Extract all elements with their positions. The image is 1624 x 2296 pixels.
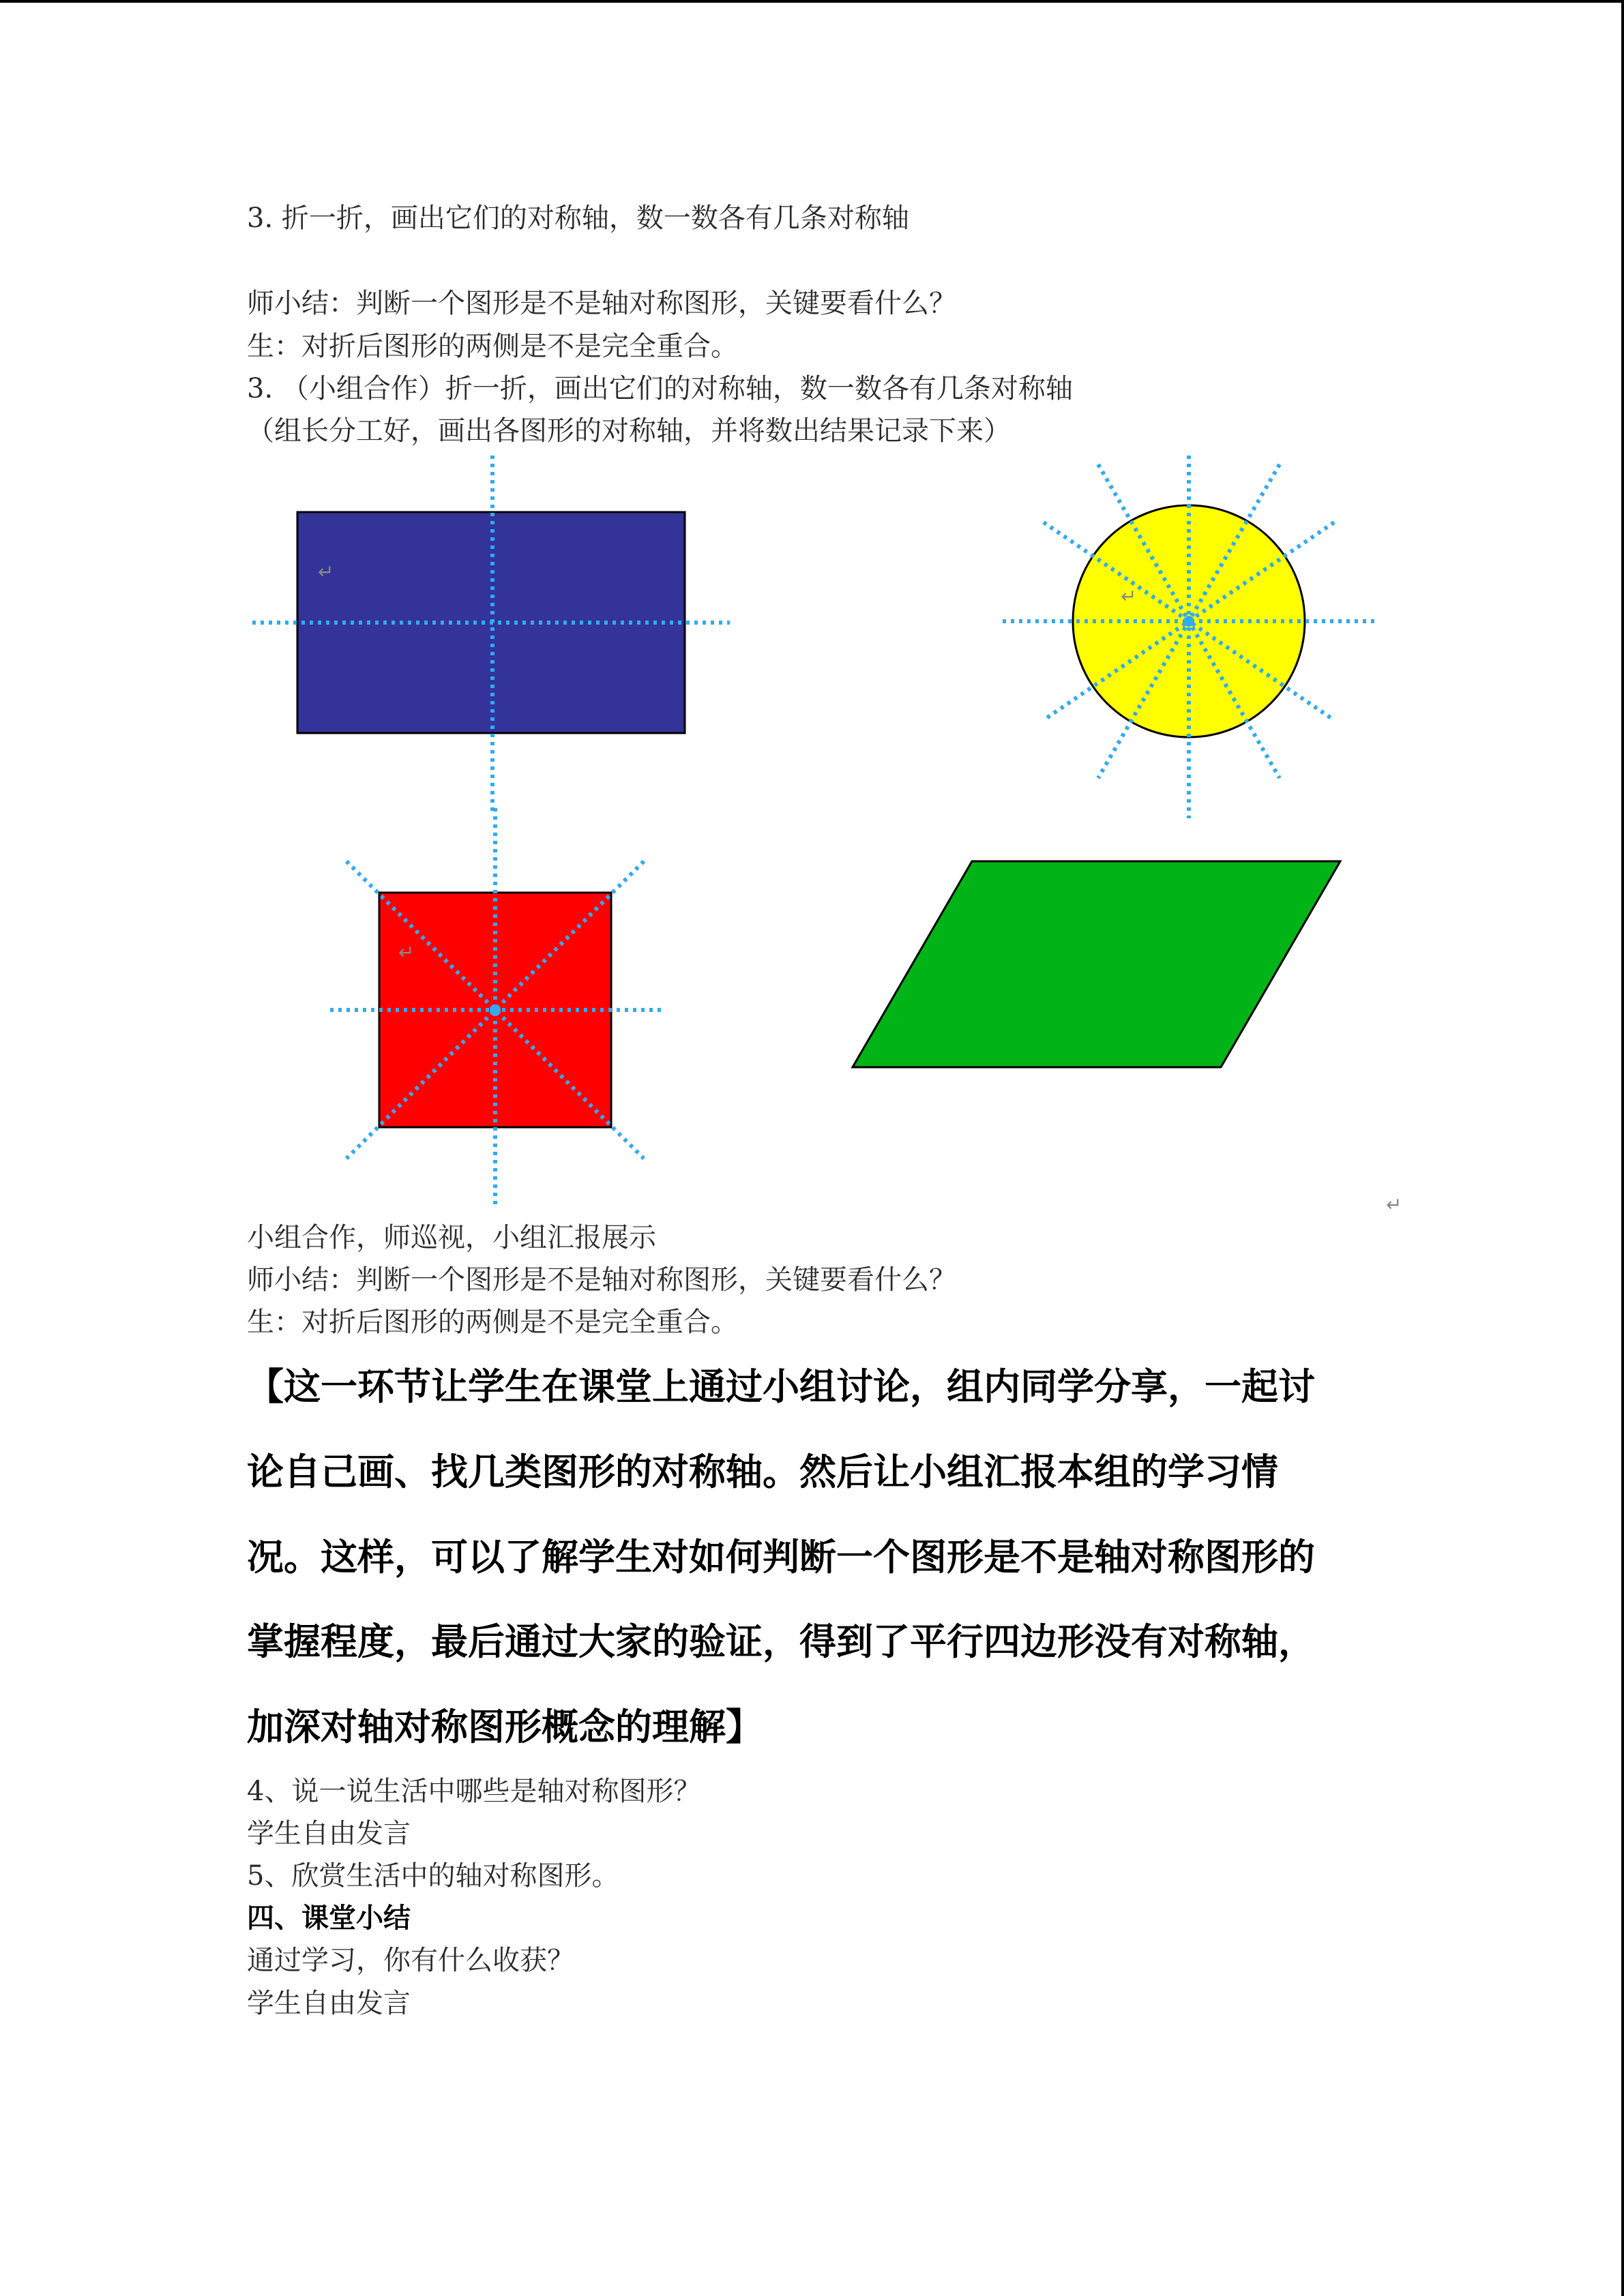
free-speech-2: 学生自由发言 xyxy=(247,1988,411,2019)
return-mark: ↵ xyxy=(398,941,415,964)
summary-question: 通过学习，你有什么收获？ xyxy=(247,1945,574,1976)
task-3-group: 3. （小组合作）折一折，画出它们的对称轴，数一数各有几条对称轴 xyxy=(247,373,1073,404)
return-mark: ↵ xyxy=(1386,1193,1402,1216)
reflection-line-5: 加深对轴对称图形概念的理解】 xyxy=(247,1705,763,1748)
student-answer-2: 生：对折后图形的两侧是不是完全重合。 xyxy=(247,1307,738,1338)
student-answer-1: 生：对折后图形的两侧是不是完全重合。 xyxy=(247,331,738,362)
task-3-heading: 3. 折一折，画出它们的对称轴，数一数各有几条对称轴 xyxy=(247,203,909,234)
return-mark: ↵ xyxy=(318,561,334,583)
task-5: 5、欣赏生活中的轴对称图形。 xyxy=(247,1860,619,1892)
reflection-line-3: 况。这样，可以了解学生对如何判断一个图形是不是轴对称图形的 xyxy=(247,1536,1315,1579)
return-mark: ↵ xyxy=(1121,585,1137,608)
teacher-summary-2: 师小结：判断一个图形是不是轴对称图形，关键要看什么？ xyxy=(247,1264,956,1296)
circle-center xyxy=(1183,616,1194,627)
section-heading-summary: 四、课堂小结 xyxy=(247,1903,411,1934)
square-center xyxy=(490,1004,501,1015)
group-work-line: 小组合作，师巡视，小组汇报展示 xyxy=(247,1222,656,1253)
parallelogram-shape xyxy=(853,861,1340,1067)
teacher-summary-1: 师小结：判断一个图形是不是轴对称图形，关键要看什么？ xyxy=(247,288,956,319)
task-4: 4、说一说生活中哪些是轴对称图形？ xyxy=(247,1776,701,1807)
task-3-instruction: （组长分工好，画出各图形的对称轴，并将数出结果记录下来） xyxy=(247,415,1011,447)
free-speech-1: 学生自由发言 xyxy=(247,1818,411,1849)
reflection-line-4: 掌握程度，最后通过大家的验证，得到了平行四边形没有对称轴， xyxy=(247,1620,1315,1663)
reflection-line-1: 【这一环节让学生在课堂上通过小组讨论，组内同学分享，一起讨 xyxy=(247,1365,1315,1408)
reflection-line-2: 论自己画、找几类图形的对称轴。然后让小组汇报本组的学习情 xyxy=(247,1450,1278,1493)
